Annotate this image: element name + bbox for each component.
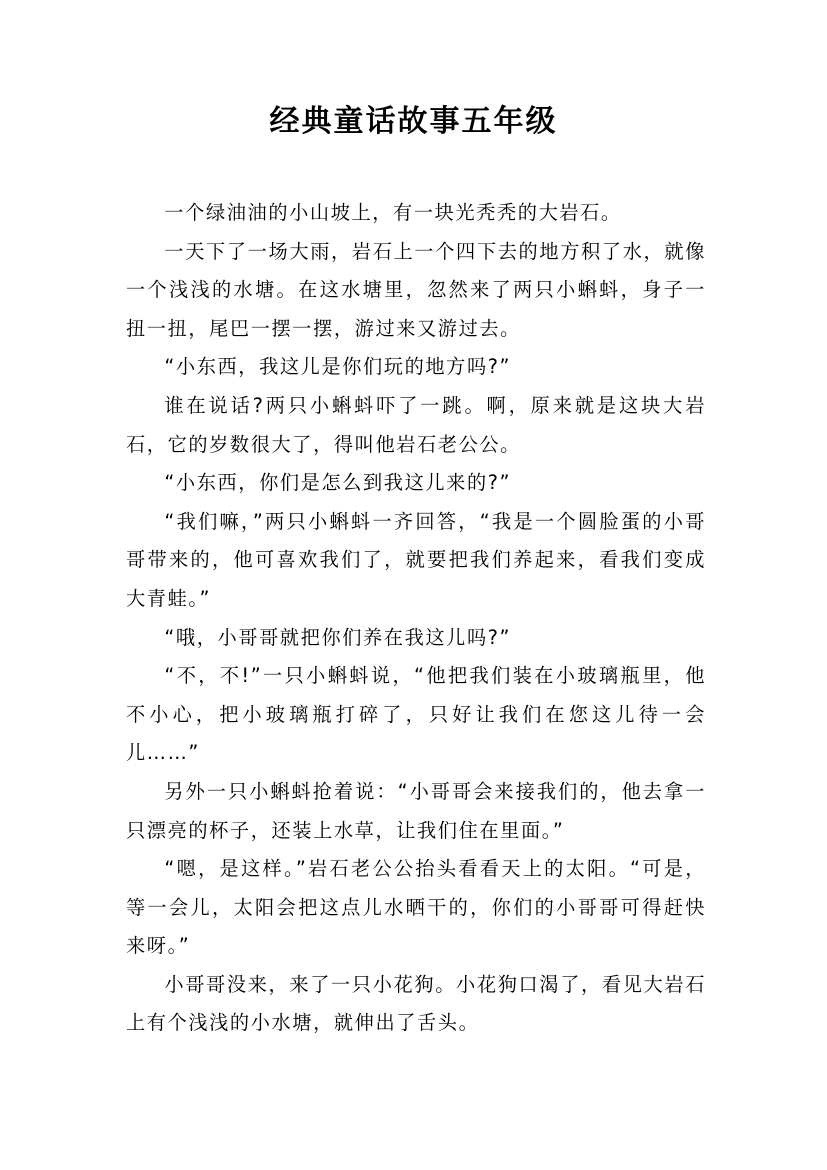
paragraph: 谁在说话?两只小蝌蚪吓了一跳。啊，原来就是这块大岩石，它的岁数很大了，得叫他岩石老公公。 bbox=[126, 393, 706, 456]
document-title: 经典童话故事五年级 bbox=[269, 104, 558, 139]
paragraph: 一个绿油油的小山坡上，有一块光秃秃的大岩石。 bbox=[164, 201, 622, 224]
paragraph: “小东西，我这儿是你们玩的地方吗?” bbox=[164, 355, 512, 379]
paragraph: “小东西，你们是怎么到我这儿来的?” bbox=[164, 471, 512, 495]
paragraph: “我们嘛，”两只小蝌蚪一齐回答，“我是一个圆脸蛋的小哥哥带来的，他可喜欢我们了，就要把我们养起来，看我们变成大青蛙。” bbox=[126, 509, 706, 610]
paragraph: “不，不!”一只小蝌蚪说，“他把我们装在小玻璃瓶里，他不小心，把小玻璃瓶打碎了，只好让我们在您这儿待一会儿……” bbox=[126, 664, 706, 765]
paragraph: “嗯，是这样。”岩石老公公抬头看看天上的太阳。“可是，等一会儿，太阳会把这点儿水晒干的，你们的小哥哥可得赶快来呀。” bbox=[126, 857, 706, 958]
paragraph: 一天下了一场大雨，岩石上一个四下去的地方积了水，就像一个浅浅的水塘。在这水塘里，忽然来了两只小蝌蚪，身子一扭一扭，尾巴一摆一摆，游过来又游过去。 bbox=[126, 239, 706, 340]
paragraph: 小哥哥没来，来了一只小花狗。小花狗口渴了，看见大岩石上有个浅浅的小水塘，就伸出了舌头。 bbox=[126, 972, 706, 1035]
document-body bbox=[126, 194, 706, 1043]
paragraph: 另外一只小蝌蚪抢着说：“小哥哥会来接我们的，他去拿一只漂亮的杯子，还装上水草，让我们住在里面。” bbox=[126, 779, 706, 842]
paragraph: “哦，小哥哥就把你们养在我这儿吗?” bbox=[164, 625, 512, 649]
